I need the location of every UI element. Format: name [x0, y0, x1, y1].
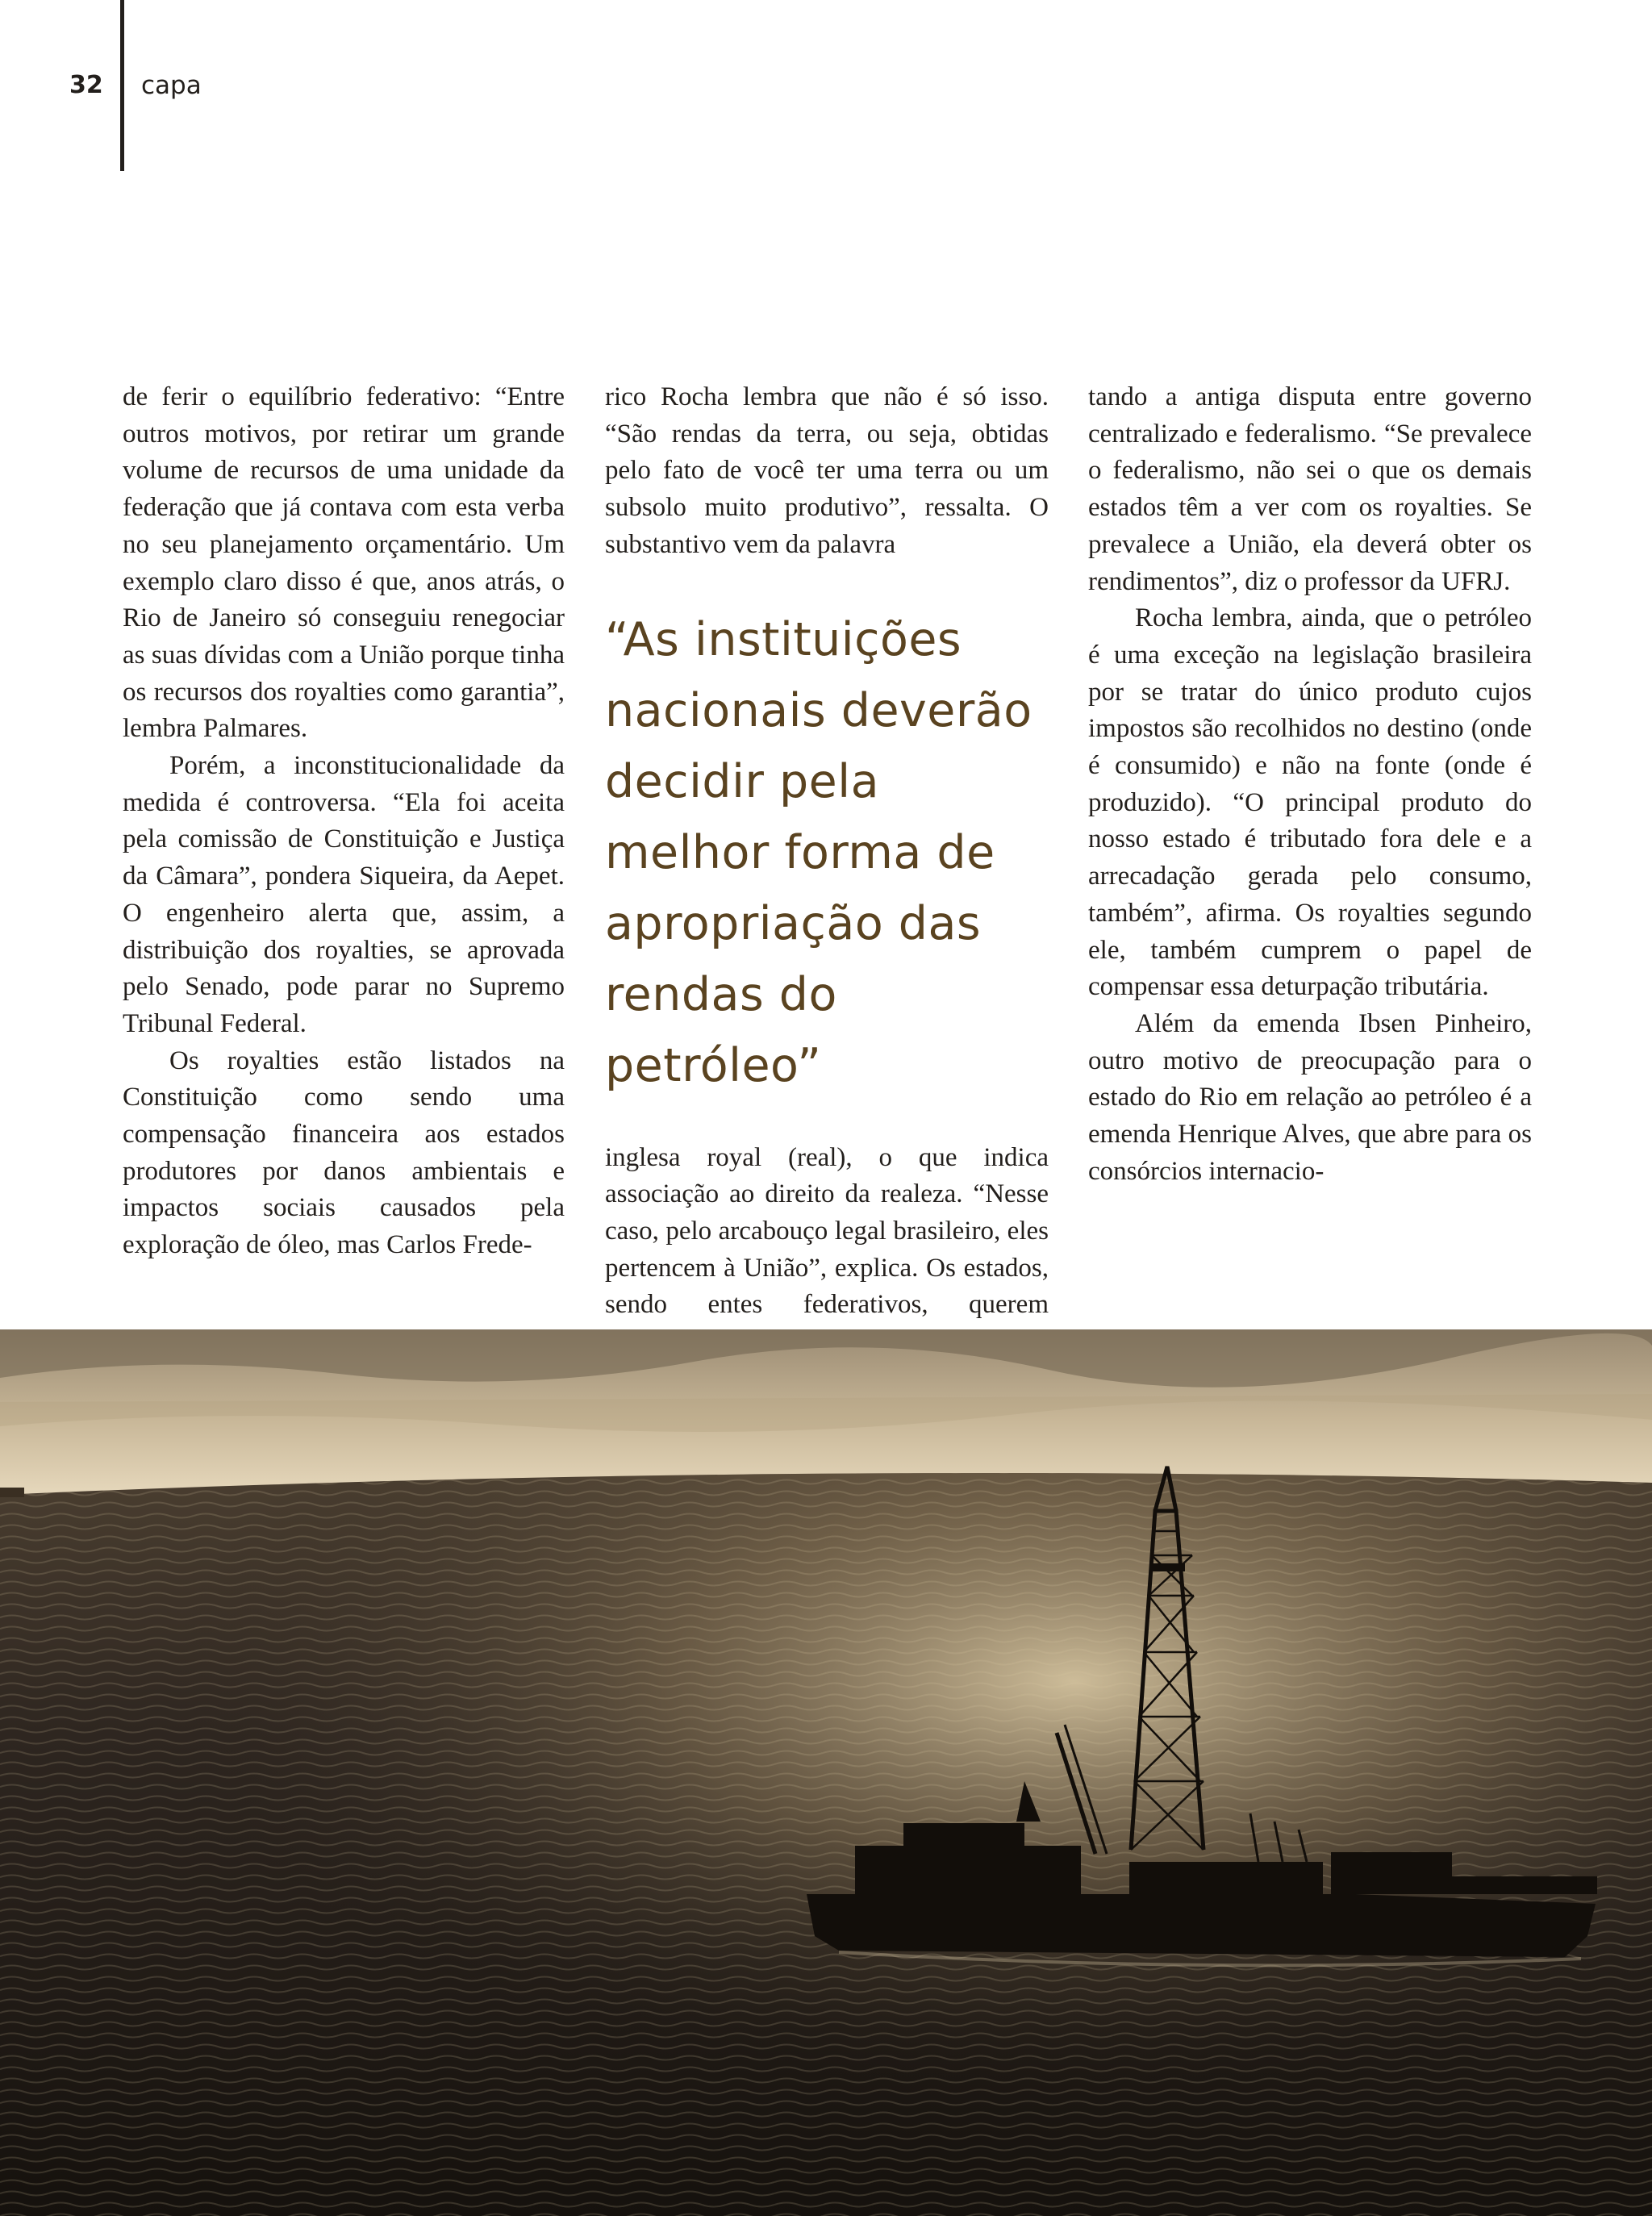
paragraph: Porém, a inconstitucionalidade da medida é controversa. “Ela foi aceita pela comissão de Constituição e Justiça da Câmara”, pondera Siqueira, da Aepet. O engenheiro alerta que, assim, a distribuição dos royalties, se aprovada pelo Senado, pode parar no Supremo Tribunal Federal. — [123, 751, 565, 1038]
text-column-2 — [605, 379, 1049, 1361]
paragraph: rico Rocha lembra que não é só isso. “São rendas da terra, ou seja, obtidas pelo fato de você ter uma terra ou um subsolo muito produtivo”, ressalta. O substantivo vem da palavra — [605, 382, 1049, 559]
text-column-1 — [123, 379, 565, 1264]
paragraph: Os royalties estão listados na Constituição como sendo uma compensação financeira aos estados produtores por danos ambientais e impactos sociais causados pela exploração de óleo, mas Carlos Frede- — [123, 1045, 565, 1260]
folio-rule — [120, 0, 124, 171]
text-column-3 — [1088, 379, 1532, 1190]
pull-quote: “As instituições nacionais deverão decidir pela melhor forma de apropriação das rendas do petróleo” — [605, 612, 1032, 1092]
section-label: capa — [141, 71, 202, 100]
paragraph: Rocha lembra, ainda, que o petróleo é uma exceção na legislação brasileira por se tratar do único produto cujos impostos são recolhidos no destino (onde é consumido) e não na fonte (onde é produzido). “O principal produto do nosso estado é tributado fora dele e a arrecadação gerada pelo consumo, também”, afirma. Os royalties segundo ele, também cumprem o papel de compensar essa deturpação tributária. — [1088, 603, 1532, 1002]
paragraph: inglesa royal (real), o que indica associação ao direito da realeza. “Nesse caso, pelo arcabouço legal brasileiro, eles pertencem à União”, explica. Os estados, sendo entes federativos, querem — [605, 1142, 1049, 1320]
paragraph: tando a antiga disputa entre governo centralizado e federalismo. “Se prevalece o federalismo, não sei o que os demais estados têm a ver com os royalties. Se prevalece a União, ela deverá obter os rendimentos”, diz o professor da UFRJ. — [1088, 382, 1532, 596]
paragraph: de ferir o equilíbrio federativo: “Entre outros motivos, por retirar um grande volume de recursos de uma unidade da federação que já contava com esta verba no seu planejamento orçamentário. Um exemplo claro disso é que, anos atrás, o Rio de Janeiro só conseguiu renegociar as suas dívidas com a União porque tinha os recursos dos royalties como garantia”, lembra Palmares. — [123, 382, 565, 744]
page-number: 32 — [69, 71, 103, 99]
paragraph: Além da emenda Ibsen Pinheiro, outro motivo de preocupação para o estado do Rio em relação ao petróleo é a emenda Henrique Alves, que abre para os consórcios internacio- — [1088, 1008, 1532, 1186]
drilling-ship-photo — [0, 1329, 1652, 2216]
